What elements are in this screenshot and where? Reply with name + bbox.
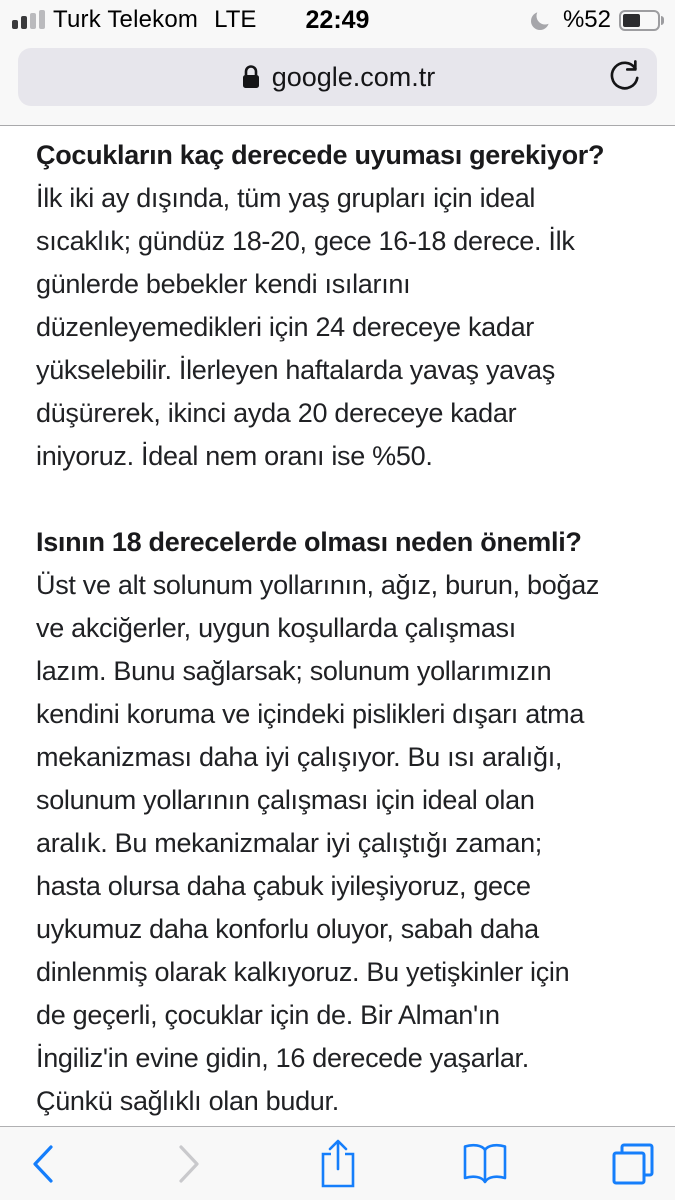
- battery-fill: [623, 14, 640, 27]
- share-button[interactable]: [312, 1134, 364, 1194]
- address-bar[interactable]: [18, 48, 657, 106]
- status-bar: [0, 0, 675, 40]
- battery-percent-label: %52: [562, 6, 611, 33]
- paragraph-gap: [36, 478, 639, 521]
- text-line: mekanizması daha iyi çalışıyor. Bu ısı aralığı,: [36, 742, 563, 772]
- web-page-content: [0, 126, 675, 1126]
- text-line: Çünkü sağlıklı olan budur.: [36, 1086, 339, 1116]
- back-chevron-icon: [29, 1143, 55, 1185]
- bookmarks-button[interactable]: [459, 1134, 511, 1194]
- safari-bottom-toolbar: [0, 1126, 675, 1200]
- refresh-button[interactable]: [605, 58, 643, 96]
- clock-label: 22:49: [305, 5, 370, 34]
- text-line: dinlenmiş olarak kalkıyoruz. Bu yetişkinler için: [36, 957, 570, 987]
- text-line: İngiliz'in evine gidin, 16 derecede yaşarlar.: [36, 1043, 529, 1073]
- text-line: lazım. Bunu sağlarsak; solunum yollarımızın: [36, 656, 552, 686]
- text-line: iniyoruz. İdeal nem oranı ise %50.: [36, 441, 433, 471]
- text-line: düşürerek, ikinci ayda 20 dereceye kadar: [36, 398, 517, 428]
- back-button[interactable]: [16, 1134, 68, 1194]
- tabs-button[interactable]: [607, 1134, 659, 1194]
- do-not-disturb-moon-icon: [529, 7, 555, 33]
- text-line: sıcaklık; gündüz 18-20, gece 16-18 derece. İlk: [36, 226, 575, 256]
- battery-icon: [619, 9, 665, 32]
- status-right: [529, 0, 665, 40]
- section-heading: Isının 18 derecelerde olması neden önemli?: [36, 527, 582, 557]
- lock-icon: [240, 63, 262, 91]
- text-line: günlerde bebekler kendi ısılarını: [36, 269, 411, 299]
- url-text: google.com.tr: [271, 61, 436, 92]
- text-line: solunum yollarının çalışması için ideal olan: [36, 785, 535, 815]
- text-line: yükselebilir. İlerleyen haftalarda yavaş yavaş: [36, 355, 555, 385]
- text-line: uykumuz daha konforlu oluyor, sabah daha: [36, 914, 539, 944]
- forward-button[interactable]: [164, 1134, 216, 1194]
- text-line: de geçerli, çocuklar için de. Bir Alman'ın: [36, 1000, 500, 1030]
- carrier-label: Turk Telekom: [53, 6, 199, 33]
- text-line: kendini koruma ve içindeki pislikleri dışarı atma: [36, 699, 585, 729]
- refresh-icon: [607, 60, 641, 94]
- safari-top-chrome: [0, 0, 675, 126]
- text-line: Üst ve alt solunum yollarının, ağız, burun, boğaz: [36, 570, 600, 600]
- text-line: düzenleyemedikleri için 24 dereceye kadar: [36, 312, 534, 342]
- text-line: hasta olursa daha çabuk iyileşiyoruz, gece: [36, 871, 531, 901]
- tabs-icon: [610, 1141, 656, 1187]
- text-line: ve akciğerler, uygun koşullarda çalışması: [36, 613, 516, 643]
- share-icon: [318, 1138, 358, 1190]
- network-type-label: LTE: [214, 6, 257, 33]
- book-icon: [460, 1142, 510, 1186]
- section-heading: Çocukların kaç derecede uyuması gerekiyor?: [36, 140, 605, 170]
- text-line: aralık. Bu mekanizmalar iyi çalıştığı zaman;: [36, 828, 542, 858]
- text-line: İlk iki ay dışında, tüm yaş grupları için ideal: [36, 183, 536, 213]
- forward-chevron-icon: [177, 1143, 203, 1185]
